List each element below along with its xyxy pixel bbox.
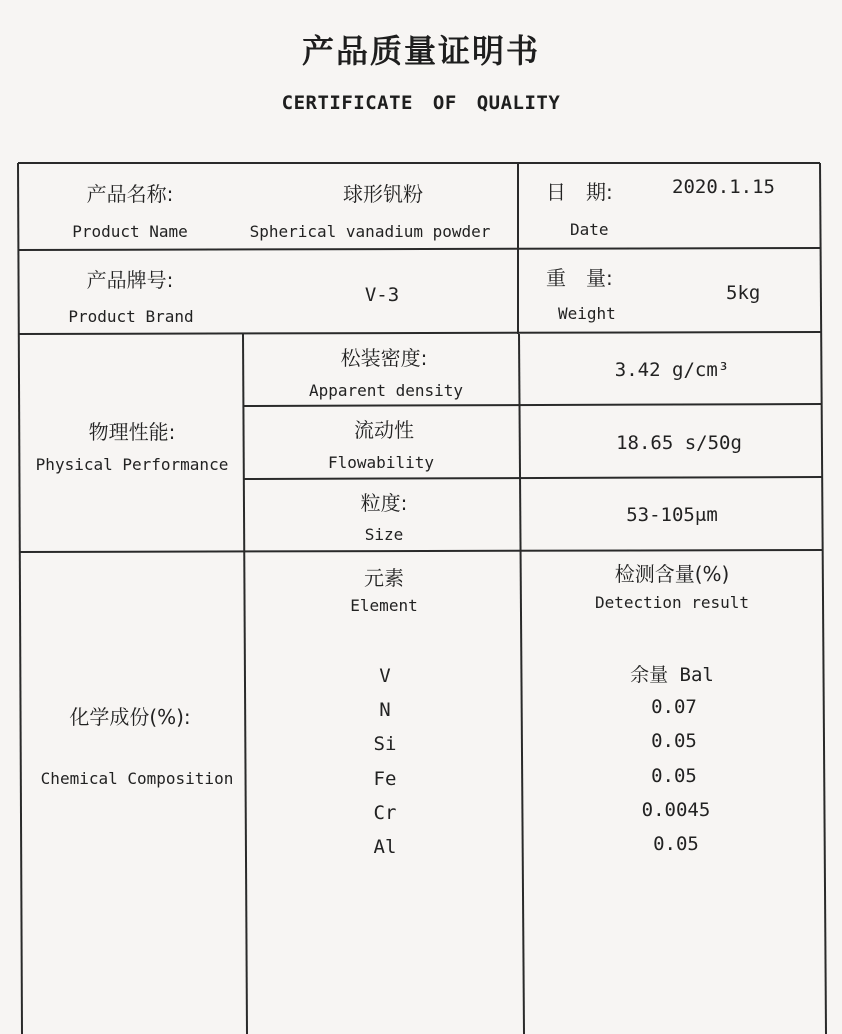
element-al: Al: [373, 836, 397, 858]
result-n: 0.07: [651, 696, 697, 718]
element-n: N: [379, 699, 391, 721]
chemical-label-en: Chemical Composition: [40, 769, 234, 788]
result-header-cn: 检测含量(%): [614, 562, 730, 586]
flowability-label-en: Flowability: [328, 453, 434, 472]
apparent-density-label-en: Apparent density: [308, 381, 464, 400]
element-si: Si: [373, 733, 397, 755]
result-cr: 0.0045: [641, 799, 711, 821]
date-label-cn: 日 期:: [546, 180, 613, 204]
date-label-en: Date: [570, 220, 609, 239]
product-name-value-en: Spherical vanadium powder: [249, 222, 491, 241]
document-title-en: CERTIFICATE OF QUALITY: [281, 92, 561, 114]
result-al: 0.05: [653, 833, 699, 855]
element-header-cn: 元素: [364, 566, 404, 590]
flowability-value: 18.65 s/50g: [616, 432, 742, 454]
result-v: 余量 Bal: [630, 664, 714, 686]
product-name-label-en: Product Name: [72, 222, 188, 241]
element-v: V: [379, 665, 391, 687]
apparent-density-label-cn: 松装密度:: [340, 346, 428, 370]
weight-value: 5kg: [726, 282, 761, 304]
chemical-label-cn: 化学成份(%):: [69, 705, 191, 729]
size-value: 53-105μm: [626, 504, 718, 526]
size-label-cn: 粒度:: [360, 491, 408, 515]
result-si: 0.05: [651, 730, 697, 752]
physical-label-en: Physical Performance: [35, 455, 229, 474]
weight-label-cn: 重 量:: [546, 266, 613, 290]
product-brand-label-cn: 产品牌号:: [86, 268, 174, 292]
product-brand-label-en: Product Brand: [68, 307, 194, 326]
document-title-cn: 产品质量证明书: [301, 32, 540, 70]
result-fe: 0.05: [651, 765, 697, 787]
result-header-en: Detection result: [594, 593, 750, 612]
physical-label-cn: 物理性能:: [88, 420, 176, 444]
element-fe: Fe: [373, 768, 397, 790]
element-cr: Cr: [373, 802, 397, 824]
date-value: 2020.1.15: [672, 176, 775, 198]
product-brand-value: V-3: [364, 284, 400, 306]
product-name-label-cn: 产品名称:: [86, 182, 174, 206]
flowability-label-cn: 流动性: [354, 418, 414, 442]
weight-label-en: Weight: [558, 304, 616, 323]
product-name-value-cn: 球形钒粉: [343, 182, 423, 206]
apparent-density-value: 3.42 g/cm³: [614, 359, 730, 381]
element-header-en: Element: [350, 596, 418, 615]
size-label-en: Size: [364, 525, 404, 544]
